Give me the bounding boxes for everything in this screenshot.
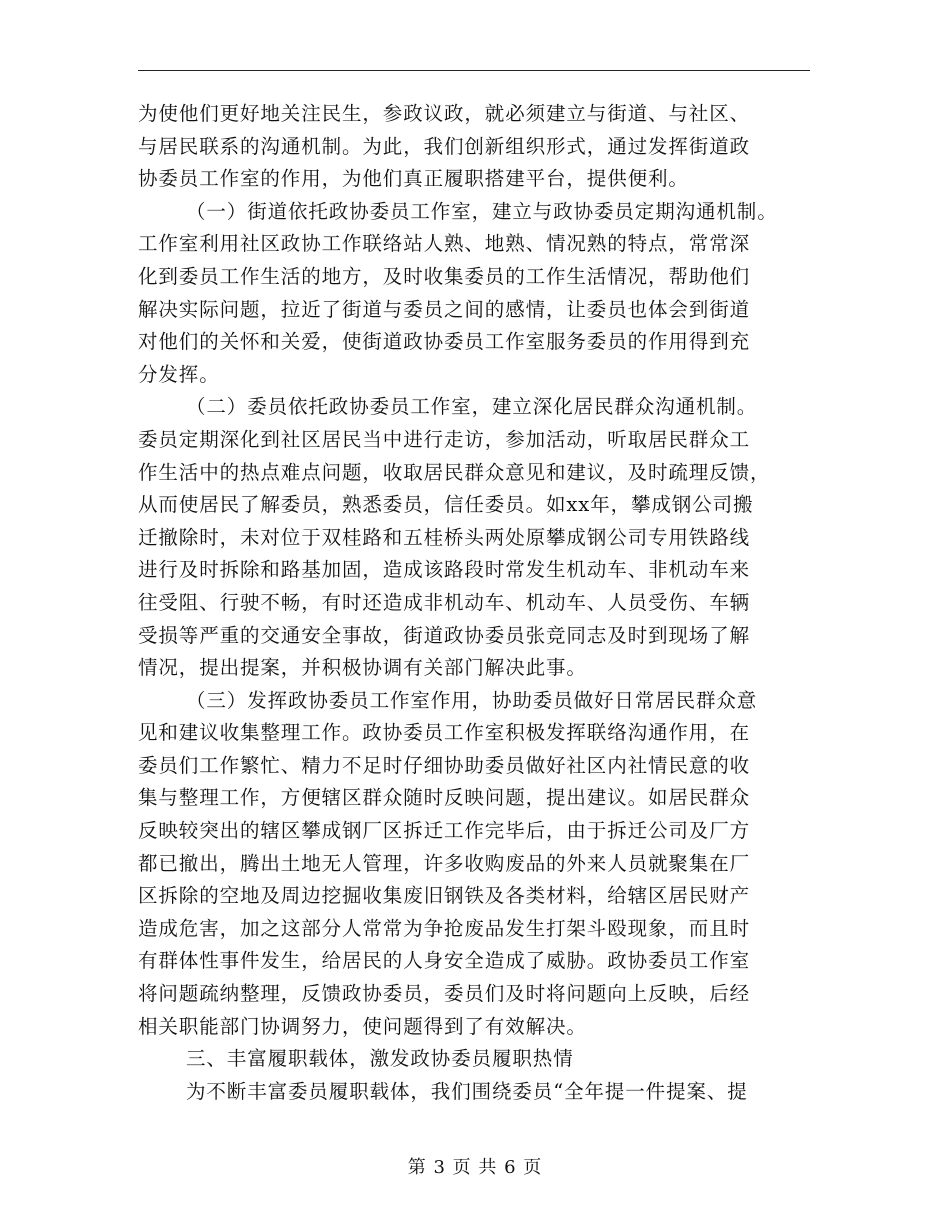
text-line: 往受阻、行驶不畅，有时还造成非机动车、机动车、人员受伤、车辆	[138, 590, 751, 614]
document-body	[138, 98, 810, 1108]
header-rule	[138, 70, 810, 71]
text-line: 有群体性事件发生，给居民的人身安全造成了威胁。政协委员工作室	[138, 949, 751, 973]
text-line: 化到委员工作生活的地方，及时收集委员的工作生活情况，帮助他们	[138, 264, 751, 288]
text-line: 迁撤除时，未对位于双桂路和五桂桥头两处原攀成钢公司专用铁路线	[138, 525, 751, 549]
text-line: 为不断丰富委员履职载体，我们围绕委员“全年提一件提案、提	[186, 1079, 748, 1103]
text-line: 对他们的关怀和关爱，使街道政协委员工作室服务委员的作用得到充	[138, 330, 751, 354]
text-line: 为使他们更好地关注民生，参政议政，就必须建立与街道、与社区、	[138, 102, 751, 125]
text-line: 反映较突出的辖区攀成钢厂区拆迁工作完毕后，由于拆迁公司及厂方	[138, 819, 751, 843]
text-line: 解决实际问题，拉近了街道与委员之间的感情，让委员也体会到街道	[138, 297, 751, 321]
text-line: 作生活中的热点难点问题，收取居民群众意见和建议，及时疏理反馈，	[138, 460, 771, 484]
text-line: 都已撤出，腾出土地无人管理，许多收购废品的外来人员就聚集在厂	[138, 851, 751, 875]
text-line: 区拆除的空地及周边挖掘收集废旧钢铁及各类材料，给辖区居民财产	[138, 884, 751, 908]
text-line: 造成危害，加之这部分人常常为争抢废品发生打架斗殴现象，而且时	[138, 916, 751, 940]
text-line: 见和建议收集整理工作。政协委员工作室积极发挥联络沟通作用，在	[138, 721, 751, 745]
text-line: 从而使居民了解委员，熟悉委员，信任委员。如xx年，攀成钢公司搬	[138, 493, 754, 517]
text-line: 情况，提出提案，并积极协调有关部门解决此事。	[138, 656, 587, 680]
text-line: 进行及时拆除和路基加固，造成该路段时常发生机动车、非机动车来	[138, 558, 751, 582]
page-footer: 第 3 页 共 6 页	[407, 1157, 543, 1178]
text-line: 委员定期深化到社区居民当中进行走访，参加活动，听取居民群众工	[138, 427, 751, 451]
text-line: （三）发挥政协委员工作室作用，协助委员做好日常居民群众意	[186, 688, 758, 712]
text-line: （二）委员依托政协委员工作室，建立深化居民群众沟通机制。	[186, 395, 758, 419]
text-line: 工作室利用社区政协工作联络站人熟、地熟、情况熟的特点，常常深	[138, 232, 751, 256]
text-line: （一）街道依托政协委员工作室，建立与政协委员定期沟通机制。	[186, 199, 778, 223]
text-line: 协委员工作室的作用，为他们真正履职搭建平台，提供便利。	[138, 167, 689, 191]
text-line: 将问题疏纳整理，反馈政协委员，委员们及时将问题向上反映，后经	[138, 982, 751, 1006]
text-line: 相关职能部门协调努力，使问题得到了有效解决。	[138, 1014, 587, 1038]
text-line: 委员们工作繁忙、精力不足时仔细协助委员做好社区内社情民意的收	[138, 753, 751, 777]
text-line: 集与整理工作，方便辖区群众随时反映问题，提出建议。如居民群众	[138, 786, 751, 810]
text-line: 受损等严重的交通安全事故，街道政协委员张竞同志及时到现场了解	[138, 623, 751, 647]
text-line: 分发挥。	[138, 362, 220, 386]
text-line: 与居民联系的沟通机制。为此，我们创新组织形式，通过发挥街道政	[138, 134, 751, 158]
text-line: 三、丰富履职载体，激发政协委员履职热情	[186, 1047, 574, 1071]
